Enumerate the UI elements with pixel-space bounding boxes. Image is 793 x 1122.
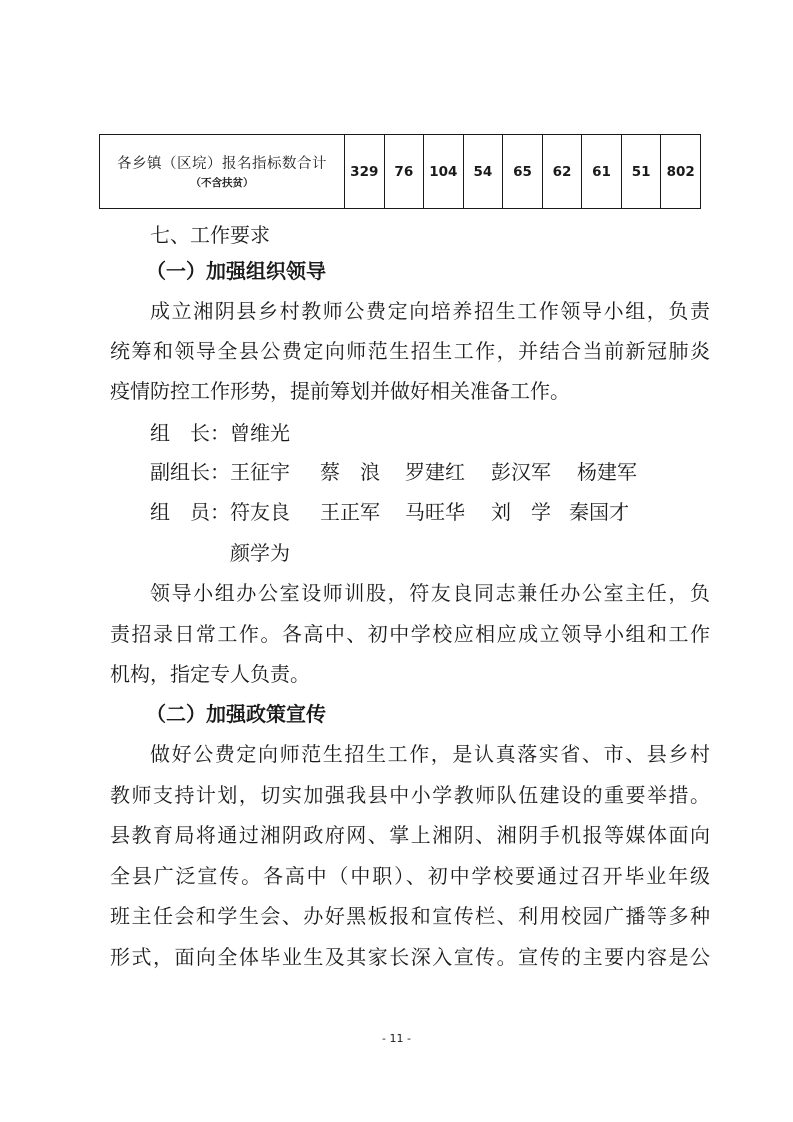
member-name: 符友良 [230,500,290,524]
deputy-name: 杨建军 [577,460,637,484]
deputy-name: 王征宇 [230,460,290,484]
paragraph-line: 成立湘阴县乡村教师公费定向培养招生工作领导小组，负责 [150,299,710,323]
paragraph-line: 教师支持计划，切实加强我县中小学教师队伍建设的重要举措。 [110,783,710,807]
paragraph-line: 全县广泛宣传。各高中（中职）、初中学校要通过召开毕业年级 [110,864,710,888]
member-name: 刘 学 [491,500,551,524]
section-title: 七、工作要求 [150,223,270,247]
leader-name: 曾维光 [230,421,290,445]
subsection-title-2: （二）加强政策宣传 [146,702,326,726]
member-name: 秦国才 [569,500,629,524]
deputy-role: 副组长： [150,460,230,484]
member-name: 马旺华 [405,500,465,524]
deputy-name: 罗建红 [405,460,465,484]
paragraph-line: 统筹和领导全县公费定向师范生招生工作，并结合当前新冠肺炎 [110,339,710,363]
leader-role: 组 长： [150,421,230,445]
quota-table [99,134,701,209]
row-label: 各乡镇（区垸）报名指标数合计 [117,155,327,172]
paragraph-line: 做好公费定向师范生招生工作，是认真落实省、市、县乡村 [150,742,710,766]
row-note: （不含扶贫） [190,176,254,189]
paragraph-line: 班主任会和学生会、办好黑板报和宣传栏、利用校园广播等多种 [110,904,710,928]
member-name: 王正军 [320,500,380,524]
table-cell: 329 [345,135,385,209]
page-number: - 11 - [382,1032,411,1045]
paragraph-line: 疫情防控工作形势，提前筹划并做好相关准备工作。 [110,379,570,403]
table-cell: 65 [503,135,543,209]
paragraph-line: 县教育局将通过湘阴政府网、掌上湘阴、湘阴手机报等媒体面向 [110,823,710,847]
table-cell: 104 [424,135,464,209]
table-cell: 54 [463,135,503,209]
paragraph-line: 责招录日常工作。各高中、初中学校应相应成立领导小组和工作 [110,622,710,646]
table-cell: 62 [542,135,582,209]
table-row-label [100,135,345,209]
deputy-name: 彭汉军 [491,460,551,484]
subsection-title-1: （一）加强组织领导 [146,259,326,283]
paragraph-line: 形式，面向全体毕业生及其家长深入宣传。宣传的主要内容是公 [110,945,710,969]
table-cell: 51 [621,135,661,209]
member-role: 组 员： [150,500,230,524]
table-row [100,135,701,209]
table-cell-total: 802 [661,135,701,209]
table-cell: 76 [384,135,424,209]
member-name: 颜学为 [230,541,290,565]
table-cell: 61 [582,135,622,209]
paragraph-line: 机构，指定专人负责。 [110,662,310,686]
paragraph-line: 领导小组办公室设师训股，符友良同志兼任办公室主任，负 [150,581,710,605]
deputy-name: 蔡 浪 [320,460,380,484]
